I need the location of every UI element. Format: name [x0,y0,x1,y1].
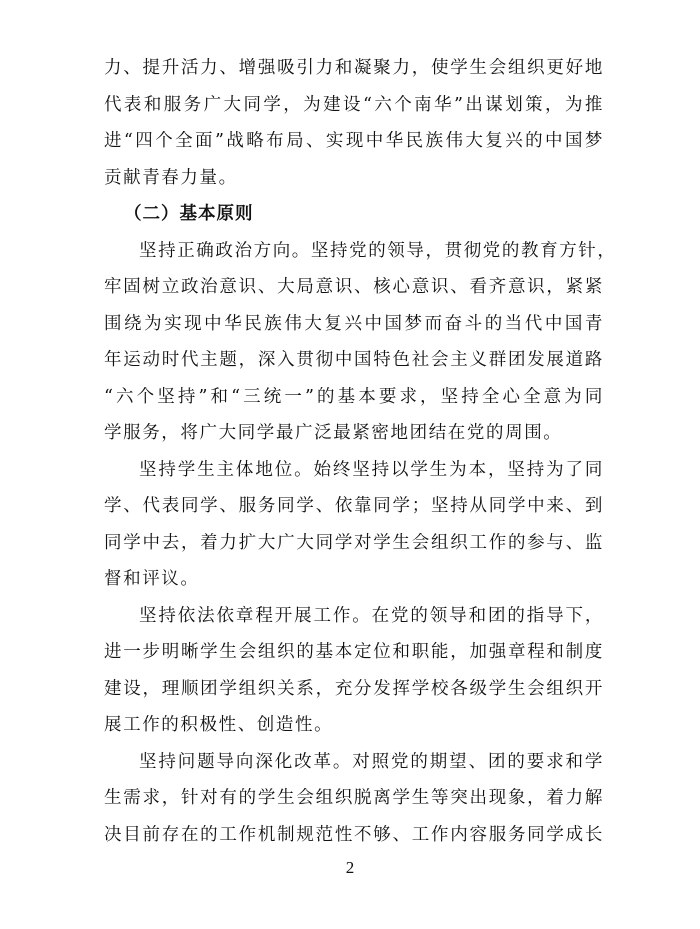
text-line: 学、代表同学、服务同学、依靠同学；坚持从同学中来、到 [104,496,604,516]
text-line: “六个坚持”和“三统一”的基本要求，坚持全心全意为同 [104,386,604,407]
text-line: 牢固树立政治意识、大局意识、核心意识、看齐意识，紧紧 [104,277,604,297]
text-line: 督和评议。 [104,569,200,589]
text-line: 代表和服务广大同学，为建设“六个南华”出谋划策，为推 [104,94,604,115]
text-line: 学服务，将广大同学最广泛最紧密地团结在党的周围。 [104,423,563,443]
text-line: 进“四个全面”战略布局、实现中华民族伟大复兴的中国梦 [104,131,604,151]
text-line: 决目前存在的工作机制规范性不够、工作内容服务同学成长 [104,824,604,845]
paragraph [104,598,604,744]
text-line: 坚持正确政治方向。坚持党的领导，贯彻党的教育方针， [139,240,617,261]
text-line: 进一步明晰学生会组织的基本定位和职能，加强章程和制度 [104,642,604,662]
paragraph [104,50,604,196]
text-line: 围绕为实现中华民族伟大复兴中国梦而奋斗的当代中国青 [104,313,604,334]
text-line: 同学中去，着力扩大广大同学对学生会组织工作的参与、监 [104,532,604,553]
page-number: 2 [345,858,355,877]
text-line: 年运动时代主题，深入贯彻中国特色社会主义群团发展道路 [104,350,604,370]
heading-text: （二）基本原则 [124,204,254,224]
text-line: 建设，理顺团学组织关系，充分发挥学校各级学生会组织开 [104,678,604,699]
text-line: 贡献青春力量。 [104,167,238,188]
text-line: 展工作的积极性、创造性。 [104,715,334,735]
section-heading [104,196,604,233]
text-line: 力、提升活力、增强吸引力和凝聚力，使学生会组织更好地 [104,58,604,78]
text-line: 坚持依法依章程开展工作。在党的领导和团的指导下， [139,605,604,626]
document-body [104,50,617,853]
text-line: 生需求，针对有的学生会组织脱离学生等突出现象，着力解 [104,788,604,808]
text-line: 坚持学生主体地位。始终坚持以学生为本，坚持为了同 [139,459,604,480]
paragraph [104,452,604,598]
paragraph [104,233,617,452]
paragraph [104,744,604,854]
text-line: 坚持问题导向深化改革。对照党的期望、团的要求和学 [139,751,604,772]
